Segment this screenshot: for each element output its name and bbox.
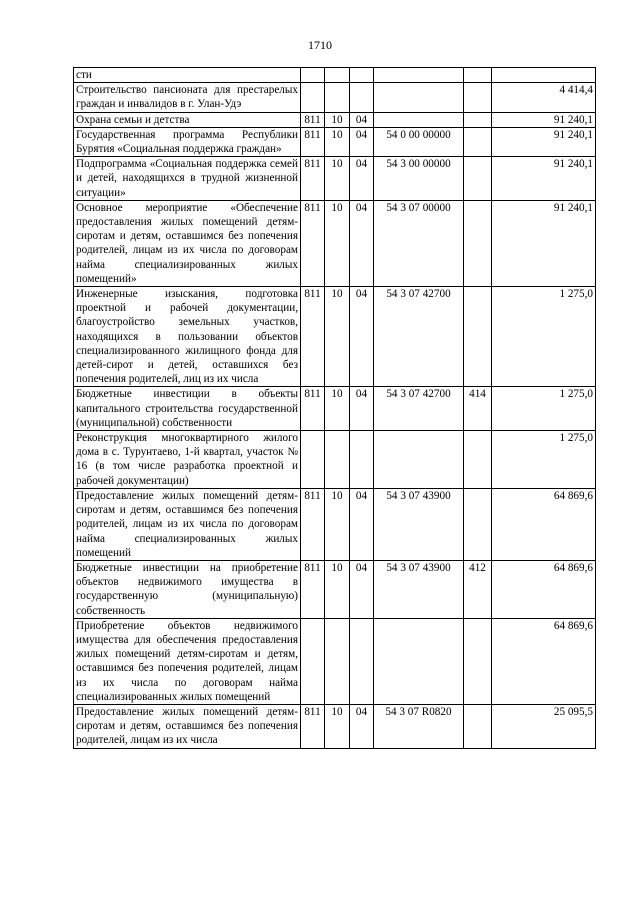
section-code: 10 bbox=[325, 157, 350, 201]
table-row bbox=[74, 704, 596, 748]
section-code: 10 bbox=[325, 127, 350, 156]
table-row bbox=[74, 431, 596, 489]
amount: 1 275,0 bbox=[492, 387, 596, 431]
expense-type bbox=[464, 127, 492, 156]
amount: 91 240,1 bbox=[492, 157, 596, 201]
section-code: 10 bbox=[325, 488, 350, 560]
expense-type bbox=[464, 431, 492, 489]
section-code: 10 bbox=[325, 560, 350, 618]
table-body bbox=[74, 68, 596, 749]
section-code bbox=[325, 431, 350, 489]
row-name: Бюджетные инвестиции на приобретение объектов недвижимого имущества в государственную (муниципальную) собственность bbox=[74, 560, 301, 618]
row-name: Бюджетные инвестиции в объекты капитального строительства государственной (муниципальной) собственности bbox=[74, 387, 301, 431]
amount: 64 869,6 bbox=[492, 560, 596, 618]
amount: 25 095,5 bbox=[492, 704, 596, 748]
section-code: 10 bbox=[325, 287, 350, 387]
row-name: Строительство пансионата для престарелых граждан и инвалидов в г. Улан-Удэ bbox=[74, 83, 301, 112]
admin-code: 811 bbox=[301, 287, 325, 387]
amount: 91 240,1 bbox=[492, 200, 596, 286]
subsection-code: 04 bbox=[350, 200, 374, 286]
subsection-code: 04 bbox=[350, 704, 374, 748]
target-article: 54 3 07 43900 bbox=[374, 488, 464, 560]
target-article: 54 3 07 42700 bbox=[374, 287, 464, 387]
amount: 1 275,0 bbox=[492, 287, 596, 387]
subsection-code: 04 bbox=[350, 387, 374, 431]
target-article: 54 0 00 00000 bbox=[374, 127, 464, 156]
table-row bbox=[74, 157, 596, 201]
expense-type bbox=[464, 287, 492, 387]
admin-code bbox=[301, 431, 325, 489]
expense-type: 414 bbox=[464, 387, 492, 431]
row-name: Реконструкция многоквартирного жилого дома в с. Турунтаево, 1-й квартал, участок № 16 (в том числе разработка проектной и рабочей документации) bbox=[74, 431, 301, 489]
expense-type bbox=[464, 704, 492, 748]
table-row bbox=[74, 127, 596, 156]
section-code: 10 bbox=[325, 387, 350, 431]
subsection-code: 04 bbox=[350, 112, 374, 127]
section-code: 10 bbox=[325, 704, 350, 748]
expense-type: 412 bbox=[464, 560, 492, 618]
admin-code: 811 bbox=[301, 127, 325, 156]
subsection-code: 04 bbox=[350, 127, 374, 156]
subsection-code: 04 bbox=[350, 287, 374, 387]
admin-code bbox=[301, 618, 325, 704]
target-article: 54 3 07 00000 bbox=[374, 200, 464, 286]
amount: 64 869,6 bbox=[492, 488, 596, 560]
expense-type bbox=[464, 488, 492, 560]
expense-type bbox=[464, 157, 492, 201]
target-article bbox=[374, 618, 464, 704]
row-name: сти bbox=[74, 68, 301, 83]
admin-code bbox=[301, 68, 325, 83]
row-name: Государственная программа Республики Бурятия «Социальная поддержка граждан» bbox=[74, 127, 301, 156]
admin-code: 811 bbox=[301, 488, 325, 560]
table-row bbox=[74, 200, 596, 286]
table-row bbox=[74, 387, 596, 431]
table-row bbox=[74, 618, 596, 704]
amount: 91 240,1 bbox=[492, 127, 596, 156]
target-article bbox=[374, 431, 464, 489]
target-article bbox=[374, 68, 464, 83]
admin-code: 811 bbox=[301, 157, 325, 201]
subsection-code: 04 bbox=[350, 157, 374, 201]
row-name: Основное мероприятие «Обеспечение предоставления жилых помещений детям-сиротам и детям, оставшимся без попечения родителей, лицам из их числа по договорам найма специализированных жилых помещений» bbox=[74, 200, 301, 286]
subsection-code bbox=[350, 431, 374, 489]
table-row bbox=[74, 287, 596, 387]
section-code bbox=[325, 68, 350, 83]
row-name: Подпрограмма «Социальная поддержка семей и детей, находящихся в трудной жизненной ситуации» bbox=[74, 157, 301, 201]
row-name: Предоставление жилых помещений детям-сиротам и детям, оставшимся без попечения родителей, лицам из их числа bbox=[74, 704, 301, 748]
table-row bbox=[74, 68, 596, 83]
expense-type bbox=[464, 83, 492, 112]
admin-code: 811 bbox=[301, 200, 325, 286]
amount: 1 275,0 bbox=[492, 431, 596, 489]
table-row bbox=[74, 112, 596, 127]
expense-type bbox=[464, 112, 492, 127]
amount: 64 869,6 bbox=[492, 618, 596, 704]
row-name: Предоставление жилых помещений детям-сиротам и детям, оставшимся без попечения родителей, лицам из их числа по договорам найма специализированных жилых помещений bbox=[74, 488, 301, 560]
target-article: 54 3 07 43900 bbox=[374, 560, 464, 618]
subsection-code: 04 bbox=[350, 560, 374, 618]
section-code: 10 bbox=[325, 112, 350, 127]
page-number: 1710 bbox=[308, 38, 332, 52]
section-code: 10 bbox=[325, 200, 350, 286]
subsection-code bbox=[350, 68, 374, 83]
amount: 91 240,1 bbox=[492, 112, 596, 127]
target-article bbox=[374, 83, 464, 112]
section-code bbox=[325, 83, 350, 112]
target-article: 54 3 00 00000 bbox=[374, 157, 464, 201]
expense-type bbox=[464, 618, 492, 704]
section-code bbox=[325, 618, 350, 704]
expense-type bbox=[464, 200, 492, 286]
budget-table bbox=[73, 67, 596, 749]
row-name: Охрана семьи и детства bbox=[74, 112, 301, 127]
table-row bbox=[74, 488, 596, 560]
target-article: 54 3 07 42700 bbox=[374, 387, 464, 431]
row-name: Инженерные изыскания, подготовка проектной и рабочей документации, благоустройство земельных участков, находящихся в пользовании объектов специализированного жилищного фонда для детей-сирот и детей, оставшихся без попечения родителей, лиц из их числа bbox=[74, 287, 301, 387]
expense-type bbox=[464, 68, 492, 83]
table-row bbox=[74, 560, 596, 618]
target-article: 54 3 07 R0820 bbox=[374, 704, 464, 748]
admin-code: 811 bbox=[301, 112, 325, 127]
admin-code: 811 bbox=[301, 560, 325, 618]
subsection-code: 04 bbox=[350, 488, 374, 560]
row-name: Приобретение объектов недвижимого имущества для обеспечения предоставления жилых помещений детям-сиротам и детям, оставшимся без попечения родителей, лицам из их числа по договорам найма специализированных жилых помещений bbox=[74, 618, 301, 704]
target-article bbox=[374, 112, 464, 127]
subsection-code bbox=[350, 618, 374, 704]
admin-code bbox=[301, 83, 325, 112]
admin-code: 811 bbox=[301, 387, 325, 431]
amount bbox=[492, 68, 596, 83]
amount: 4 414,4 bbox=[492, 83, 596, 112]
table-row bbox=[74, 83, 596, 112]
subsection-code bbox=[350, 83, 374, 112]
admin-code: 811 bbox=[301, 704, 325, 748]
